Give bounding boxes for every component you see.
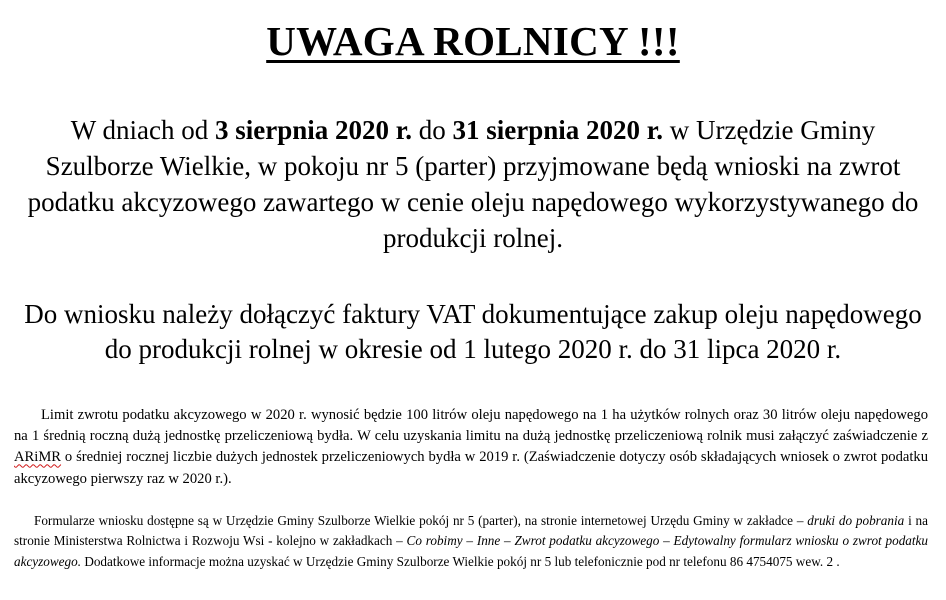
limit-text-2: o średniej rocznej liczbie dużych jednostek przeliczeniowych bydła w 2019 r. (Zaświadczenie dotyczy osób składających wniosek o zwrot podatku akcyzowego pierwszy raz w 2020 r.).	[14, 449, 928, 487]
forms-text-2: i na stronie Ministerstwa Rolnictwa i Rozwoju Wsi - kolejno w zakładkach –	[14, 513, 928, 549]
invoices-paragraph: Do wniosku należy dołączyć faktury VAT dokumentujące zakup oleju napędowego do produkcji rolnej w okresie od 1 lutego 2020 r. do 31 lipca 2020 r.	[24, 299, 922, 364]
limit-paragraph	[14, 405, 928, 490]
agency-name: ARiMR	[14, 449, 62, 466]
downloads-tab-link: druki do pobrania	[807, 513, 905, 528]
start-date: 3 sierpnia 2020 r.	[215, 115, 413, 145]
forms-paragraph	[14, 511, 928, 572]
limit-text-1: Limit zwrotu podatku akcyzowego w 2020 r. wynosić będzie 100 litrów oleju napędowego na 1 ha użytków rolnych oraz 30 litrów oleju napędowego na 1 średnią roczną dużą jednostkę przeliczeniową bydła. W celu uzyskania limitu na dużą jednostkę przeliczeniową rolnik musi załączyć zaświadczenie z	[14, 407, 928, 445]
end-date: 31 sierpnia 2020 r.	[452, 115, 664, 145]
para1-text-1: W dniach od	[70, 115, 215, 145]
para1-text-3: w Urzędzie Gminy Szulborze Wielkie, w pokoju nr 5 (parter) przyjmowane będą wnioski na zwrot podatku akcyzowego zawartego w cenie oleju napędowego wykorzystywanego do produkcji rolnej.	[27, 115, 919, 253]
forms-text-1: Formularze wniosku dostępne są w Urzędzie Gminy Szulborze Wielkie pokój nr 5 (parter), na stronie internetowej Urzędu Gminy w zakładce –	[34, 513, 808, 528]
forms-text-3: Dodatkowe informacje można uzyskać w Urzędzie Gminy Szulborze Wielkie pokój nr 5 lub telefonicznie pod nr telefonu 86 4754075 wew. 2 .	[81, 553, 840, 569]
notice-title-text: UWAGA ROLNICY !!!	[266, 18, 680, 64]
collection-dates-paragraph	[14, 112, 932, 256]
ministry-tabs-path: Co robimy – Inne – Zwrot podatku akcyzowego – Edytowalny formularz wniosku o zwrot podatku akcyzowego.	[14, 533, 928, 569]
notice-title	[0, 14, 946, 68]
para1-text-2: do	[412, 115, 453, 145]
